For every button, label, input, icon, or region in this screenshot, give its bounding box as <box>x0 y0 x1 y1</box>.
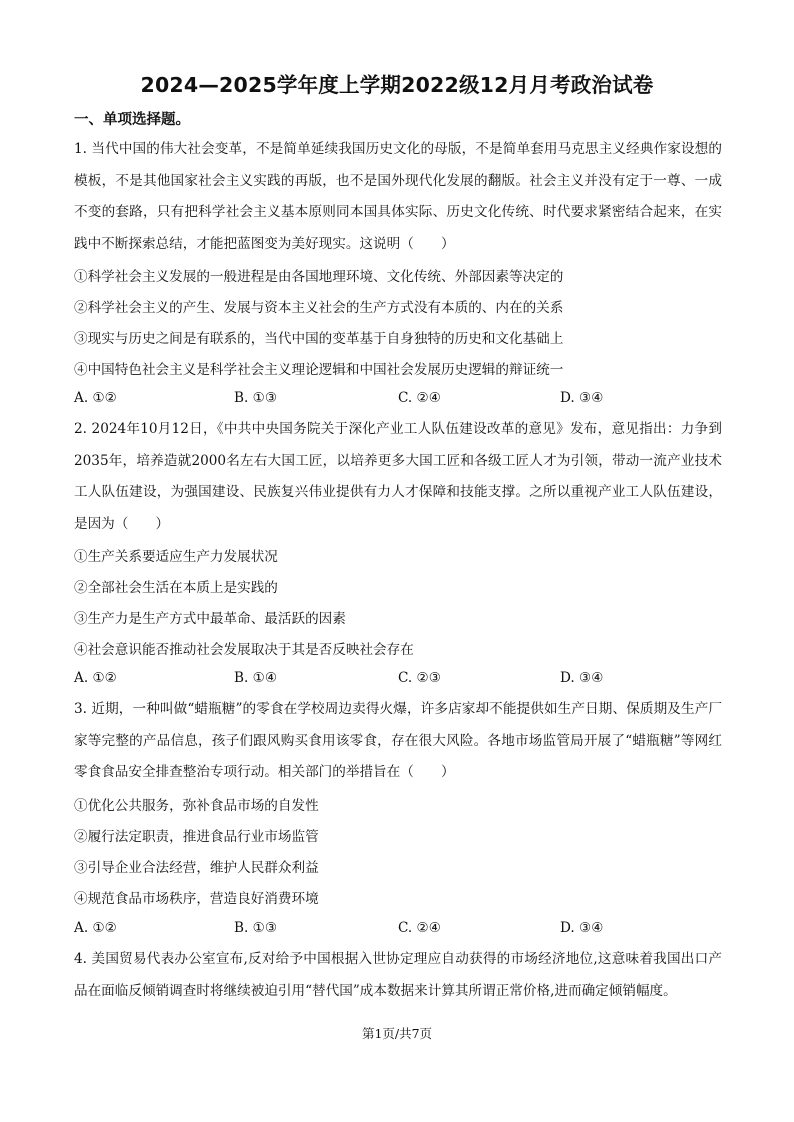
question-2-choice-c: C. ②③ <box>398 670 441 686</box>
question-2-stem: 2. 2024年10月12日，《中共中央国务院关于深化产业工人队伍建设改革的意见》发布，意见指出：力争到2035年，培养造就2000名左右大国工匠，以培养更多大国工匠和各级工匠人才为引领，带动一流产业技术工人队伍建设，为强国建设、民族复兴伟业提供有力人才保障和技能支撑。之所以重视产业工人队伍建设，是因为（ ） <box>74 421 722 532</box>
question-3-option-3: ③引导企业合法经营，维护人民群众利益 <box>74 860 319 876</box>
question-2-option-2: ②全部社会生活在本质上是实践的 <box>74 580 278 596</box>
exam-title: 2024—2025学年度上学期2022级12月月考政治试卷 <box>140 73 654 97</box>
question-3-choice-b: B. ①③ <box>234 920 278 936</box>
question-3-choices <box>74 920 722 942</box>
question-3-stem: 3. 近期，一种叫做“蜡瓶糖”的零食在学校周边卖得火爆，许多店家却不能提供如生产日期、保质期及生产厂家等完整的产品信息，孩子们跟风购买食用该零食，存在很大风险。各地市场监管局开展了“蜡瓶糖”等网红零食食品安全排查整治专项行动。相关部门的举措旨在（ ） <box>74 701 722 780</box>
question-1-option-2: ②科学社会主义的产生、发展与资本主义社会的生产方式没有本质的、内在的关系 <box>74 300 564 316</box>
question-2-option-1: ①生产关系要适应生产力发展状况 <box>74 549 278 565</box>
question-1-choice-b: B. ①③ <box>234 390 278 406</box>
question-1-choice-d: D. ③④ <box>560 390 604 406</box>
question-2-choices <box>74 670 722 692</box>
page-footer: 第1页/共7页 <box>361 1026 433 1041</box>
question-4-stem: 4. 美国贸易代表办公室宣布,反对给予中国根据入世协定理应自动获得的市场经济地位,这意味着我国出口产品在面临反倾销调查时将继续被迫引用“替代国”成本数据来计算其所谓正常价格,进而确定倾销幅度。 <box>74 951 722 999</box>
question-3-option-4: ④规范食品市场秩序，营造良好消费环境 <box>74 891 319 907</box>
section-heading: 一、单项选择题。 <box>74 112 190 128</box>
question-3-choice-a: A. ①② <box>74 920 117 936</box>
question-1-choices <box>74 390 722 412</box>
question-3-option-2: ②履行法定职责，推进食品行业市场监管 <box>74 829 319 845</box>
question-2-choice-b: B. ①④ <box>234 670 278 686</box>
question-1-option-3: ③现实与历史之间是有联系的，当代中国的变革基于自身独特的历史和文化基础上 <box>74 331 564 347</box>
question-3-choice-c: C. ②④ <box>398 920 441 936</box>
question-1-choice-a: A. ①② <box>74 390 117 406</box>
question-1-choice-c: C. ②④ <box>398 390 441 406</box>
question-2-choice-d: D. ③④ <box>560 670 604 686</box>
question-1-option-1: ①科学社会主义发展的一般进程是由各国地理环境、文化传统、外部因素等决定的 <box>74 269 564 285</box>
question-1-stem: 1. 当代中国的伟大社会变革，不是简单延续我国历史文化的母版，不是简单套用马克思主义经典作家设想的模板，不是其他国家社会主义实践的再版，也不是国外现代化发展的翻版。社会主义并没有定于一尊、一成不变的套路，只有把科学社会主义基本原则同本国具体实际、历史文化传统、时代要求紧密结合起来，在实践中不断探索总结，才能把蓝图变为美好现实。这说明（ ） <box>74 141 722 252</box>
question-3-choice-d: D. ③④ <box>560 920 604 936</box>
question-2-option-4: ④社会意识能否推动社会发展取决于其是否反映社会存在 <box>74 642 414 658</box>
question-2-choice-a: A. ①② <box>74 670 117 686</box>
question-3-option-1: ①优化公共服务，弥补食品市场的自发性 <box>74 798 319 814</box>
question-2-option-3: ③生产力是生产方式中最革命、最活跃的因素 <box>74 611 346 627</box>
question-1-option-4: ④中国特色社会主义是科学社会主义理论逻辑和中国社会发展历史逻辑的辩证统一 <box>74 362 564 378</box>
